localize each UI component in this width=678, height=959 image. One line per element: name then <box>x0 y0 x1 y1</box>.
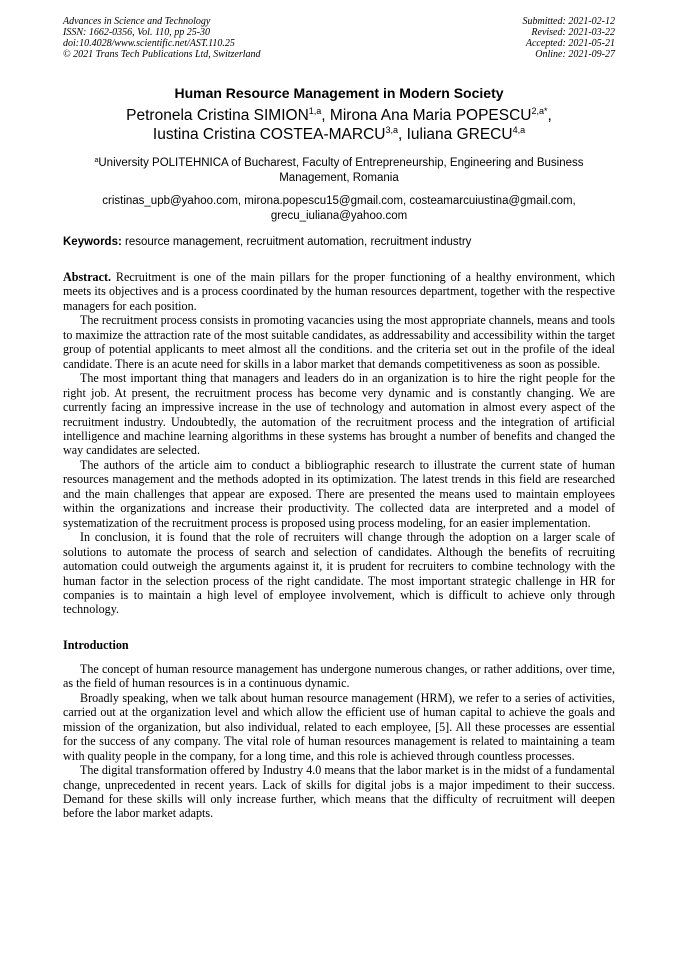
date-online: Online: 2021-09-27 <box>535 49 615 60</box>
abstract-paragraph: The most important thing that managers and leaders do in an organization is to hire the right people for the right job. At present, the recruitment process has become very dynamic and is constantly changing. We are currently facing an impressive increase in the use of technology and automation in almost every aspect of the recruitment industry. Undoubtedly, the automation of the recruitment process and the integration of artificial intelligence and machine learning algorithms in these systems has brought a number of benefits and changed the way candidates are selected. <box>63 371 615 458</box>
author-affiliation-mark: 2,a* <box>531 106 548 116</box>
paper-title: Human Resource Management in Modern Society <box>174 85 504 101</box>
body-text <box>63 270 615 821</box>
author-name: Petronela Cristina SIMION <box>126 107 309 124</box>
date-accepted: Accepted: 2021-05-21 <box>525 38 615 49</box>
affiliation-text: University POLITEHNICA of Bucharest, Faculty of Entrepreneurship, Engineering and Business Management, Romania <box>98 157 584 184</box>
affiliation <box>63 156 615 186</box>
journal-info <box>63 16 261 60</box>
abstract-paragraph: In conclusion, it is found that the role of recruiters will change through the adoption on a larger scale of solutions to automate the process of search and selection of candidates. Although the benefits of recruiting automation could outweigh the arguments against it, it is prudent for recruiters to combine technology with the human factor in the selection process of the right candidate. The most important strategic challenge in HR for companies is to maintain a high level of employee involvement, which is difficult to achieve only through technology. <box>63 530 615 617</box>
keywords-label: Keywords: <box>63 236 122 248</box>
author-affiliation-mark: 3,a <box>385 125 398 135</box>
journal-copyright: © 2021 Trans Tech Publications Ltd, Switzerland <box>63 49 261 60</box>
abstract-label: Abstract. <box>63 270 112 284</box>
email-line[interactable]: cristinas_upb@yahoo.com, mirona.popescu15@gmail.com, costeamarcuiustina@gmail.com, <box>102 195 576 207</box>
abstract-paragraph <box>63 270 615 313</box>
title-block <box>63 84 615 224</box>
intro-paragraph: The digital transformation offered by Industry 4.0 means that the labor market is in the midst of a fundamental change, unprecedented in recent years. Lack of skills for digital jobs is a major impediment to their success. Demand for these skills will only increase further, which means that the difficulty of recruitment will deepen before the labor market adapts. <box>63 763 615 821</box>
intro-paragraph: The concept of human resource management has undergone numerous changes, or rather additions, over time, as the field of human resources is in a continuous dynamic. <box>63 661 615 691</box>
keywords <box>63 235 615 249</box>
author-separator: , <box>397 126 407 143</box>
email-line[interactable]: grecu_iuliana@yahoo.com <box>270 210 408 222</box>
journal-issn: ISSN: 1662-0356, Vol. 110, pp 25-30 <box>63 27 211 38</box>
author-list <box>63 106 615 144</box>
abstract-paragraph: The recruitment process consists in promoting vacancies using the most appropriate channels, means and tools to maximize the attraction rate of the most suitable candidates, as addressability and accessibility within the target group of potential applicants to meet almost all the conditions. and the criteria set out in the profile of the ideal candidate. There is an acute need for skills in a labor market that demands competitiveness as soon as possible. <box>63 313 616 371</box>
author-name: Mirona Ana Maria POPESCU <box>329 107 532 124</box>
author-emails <box>63 194 615 224</box>
author-separator: , <box>321 107 330 124</box>
author-affiliation-mark: 1,a <box>308 106 322 116</box>
journal-doi[interactable]: doi:10.4028/www.scientific.net/AST.110.25 <box>63 38 235 49</box>
publication-dates <box>523 16 616 60</box>
author-affiliation-mark: 4,a <box>512 125 526 135</box>
abstract-paragraph: The authors of the article aim to conduct a bibliographic research to illustrate the current state of human resources management and the methods adopted in its optimization. The latest trends in this field are researched and the main challenges that appear are exposed. There are presented the means used to maintain employees within the organizations and increase their productivity. The collected data are interpreted and a model of systematization of the recruitment process is proposed using process modeling, for an easier implementation. <box>63 457 615 530</box>
journal-name: Advances in Science and Technology <box>63 16 211 27</box>
date-revised: Revised: 2021-03-22 <box>531 27 615 38</box>
author-name: Iuliana GRECU <box>406 126 513 143</box>
intro-paragraph: Broadly speaking, when we talk about human resource management (HRM), we refer to a series of activities, carried out at the organization level and which allow the efficient use of human capital to achieve the goals and mission of the organization, but also individual, related to each employee, [5]. All these processes are essential for the success of any company. The vital role of human resources management is related to maintaining a team with quality people in the company, for a long time, and this role is achieved through countless processes. <box>63 690 615 763</box>
abstract-text: Recruitment is one of the main pillars for the proper functioning of a healthy environment, which meets its objectives and is a process coordinated by the human resources department, together with the respective managers for each position. <box>63 270 615 313</box>
author-name: Iustina Cristina COSTEA-MARCU <box>152 126 386 143</box>
date-submitted: Submitted: 2021-02-12 <box>522 16 615 27</box>
author-separator: , <box>547 107 552 124</box>
section-heading-introduction: Introduction <box>63 637 129 652</box>
affiliation-mark: a <box>94 157 99 164</box>
keywords-text: resource management, recruitment automation, recruitment industry <box>121 236 472 248</box>
